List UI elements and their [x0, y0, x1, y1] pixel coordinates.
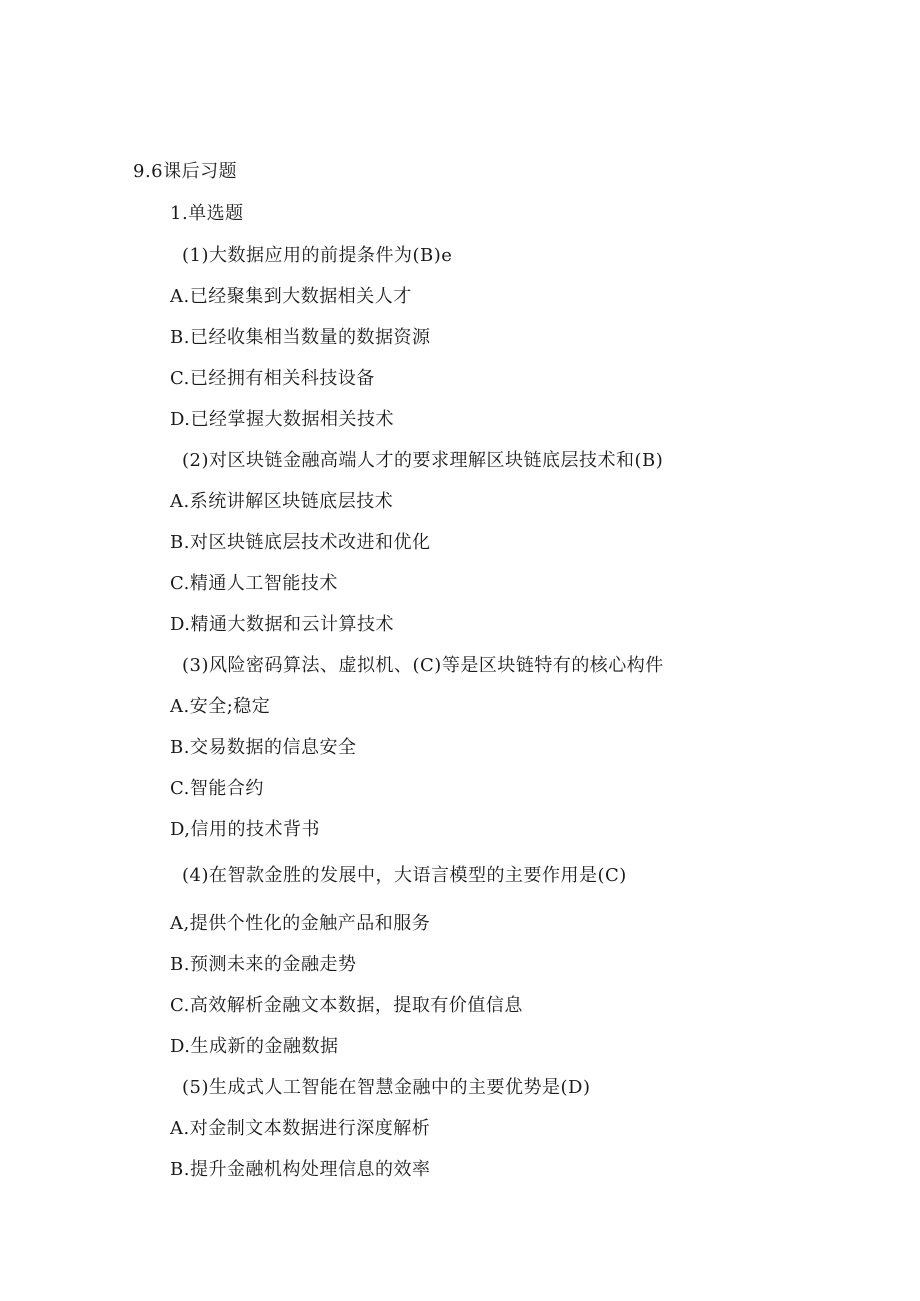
- question-1-option-d: D.已经掌握大数据相关技术: [170, 409, 395, 430]
- question-1-option-c: C.已经拥有相关科技设备: [170, 368, 375, 389]
- question-1-option-b: B.已经收集相当数量的数据资源: [170, 327, 431, 348]
- question-3-stem: (3)风险密码算法、虚拟机、(C)等是区块链特有的核心构件: [182, 655, 664, 676]
- section-title: 9.6课后习题: [133, 161, 238, 182]
- question-4-option-b: B.预测未来的金融走势: [170, 954, 357, 975]
- question-1-option-a: A.已经聚集到大数据相关人才: [170, 286, 412, 307]
- question-2-option-d: D.精通大数据和云计算技术: [170, 614, 395, 635]
- question-5-stem: (5)生成式人工智能在智慧金融中的主要优势是(D): [182, 1077, 591, 1098]
- question-5-option-b: B.提升金融机构处理信息的效率: [170, 1159, 431, 1180]
- question-4-option-a: A,提供个性化的金触产品和服务: [170, 913, 431, 934]
- question-5-option-a: A.对金制文本数据进行深度解析: [170, 1118, 431, 1139]
- question-4-stem: (4)在智款金胜的发展中，大语言模型的主要作用是(C): [182, 865, 627, 886]
- question-3-option-a: A.安全;稳定: [170, 696, 271, 717]
- question-3-option-d: D,信用的技术背书: [170, 819, 321, 840]
- question-3-option-b: B.交易数据的信息安全: [170, 737, 357, 758]
- question-3-option-c: C.智能合约: [170, 778, 264, 799]
- question-1-stem: (1)大数据应用的前提条件为(B)e: [182, 245, 453, 266]
- question-2-option-b: B.对区块链底层技术改进和优化: [170, 532, 431, 553]
- sub-title: 1.单选题: [170, 203, 244, 224]
- question-2-option-c: C.精通人工智能技术: [170, 573, 338, 594]
- question-2-stem: (2)对区块链金融高端人才的要求理解区块链底层技术和(B): [182, 450, 664, 471]
- question-4-option-d: D.生成新的金融数据: [170, 1036, 339, 1057]
- question-2-option-a: A.系统讲解区块链底层技术: [170, 491, 394, 512]
- question-4-option-c: C.高效解析金融文本数据，提取有价值信息: [170, 995, 523, 1016]
